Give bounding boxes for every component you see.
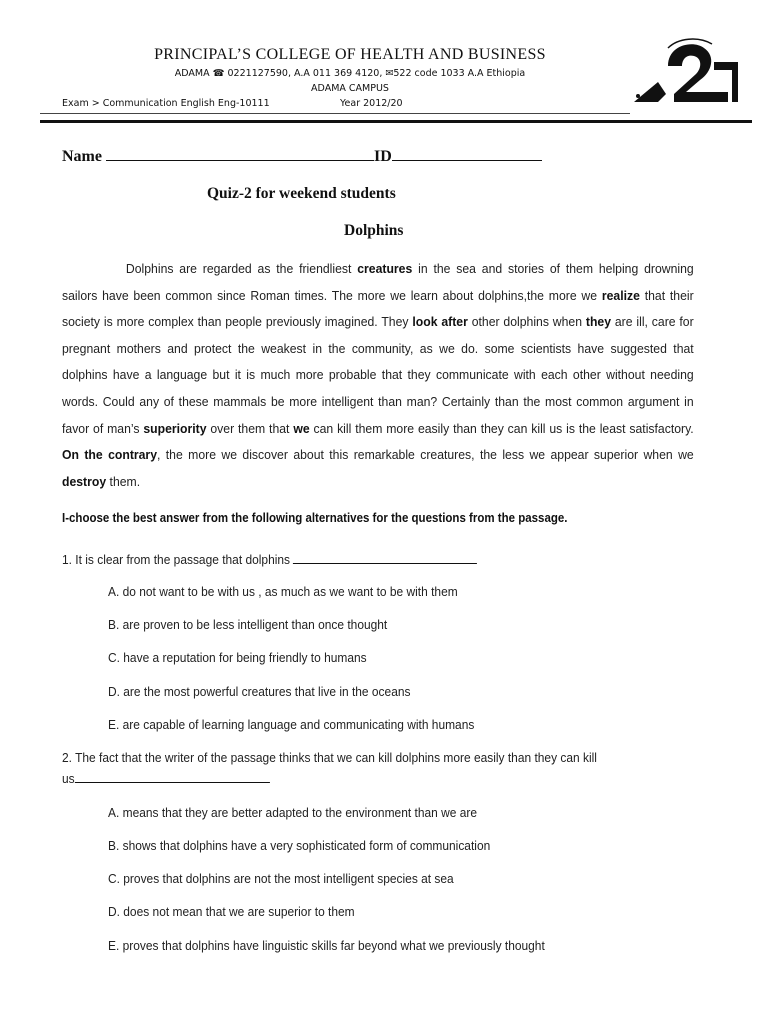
passage-title: Dolphins (344, 222, 404, 239)
question-2-stem-continued: us (62, 770, 270, 786)
id-blank[interactable] (392, 146, 542, 161)
campus-line: ADAMA CAMPUS (311, 83, 389, 94)
institution-name: PRINCIPAL’S COLLEGE OF HEALTH AND BUSINESS (154, 46, 546, 63)
exam-line: Exam > Communication English Eng-10111 (62, 98, 270, 109)
quiz-title: Quiz-2 for weekend students (207, 185, 396, 202)
pobox-text: 522 code 1033 A.A Ethiopia (393, 68, 526, 79)
id-label: ID (373, 148, 392, 165)
section-instruction: I-choose the best answer from the following alternatives for the questions from the passage. (62, 511, 568, 525)
passage-text: can kill them more easily than they can kill us is the least satisfactory. (309, 420, 694, 436)
name-blank[interactable] (106, 146, 374, 161)
address-prefix: ADAMA (174, 68, 210, 79)
passage-text: that their society is more complex than people previously imagined. They (62, 287, 694, 330)
question-1-stem: 1. It is clear from the passage that dolphins (62, 551, 477, 567)
question-2-option-b: B. shows that dolphins have a very sophisticated form of communication (108, 838, 491, 853)
question-2-option-a: A. means that they are better adapted to the environment than we are (108, 805, 478, 820)
reading-passage (62, 256, 694, 495)
question-1-option-e: E. are capable of learning language and communicating with humans (108, 717, 475, 732)
passage-text: Dolphins are regarded as the friendliest (125, 261, 358, 276)
question-2-stem: 2. The fact that the writer of the passage thinks that we can kill dolphins more easily than they can kill (62, 750, 597, 765)
question-1-option-a: A. do not want to be with us , as much as we want to be with them (108, 584, 458, 599)
question-2-option-e: E. proves that dolphins have linguistic skills far beyond what we previously thought (108, 938, 545, 953)
document-header (0, 0, 768, 125)
passage-keyword: we (293, 420, 310, 436)
passage-keyword: On the contrary (62, 447, 157, 463)
passage-keyword: look after (412, 314, 468, 330)
answer-blank-2[interactable] (75, 770, 270, 783)
header-divider-thin (40, 113, 630, 114)
answer-blank-1[interactable] (293, 551, 477, 564)
passage-keyword: realize (601, 287, 640, 303)
question-2-option-c: C. proves that dolphins are not the most intelligent species at sea (108, 871, 454, 886)
header-divider (40, 120, 752, 123)
phone-numbers: 0221127590, A.A 011 369 4120, (227, 68, 383, 79)
passage-keyword: superiority (143, 420, 207, 436)
passage-keyword: destroy (62, 473, 107, 489)
name-label: Name (62, 148, 102, 165)
address-line (60, 68, 640, 79)
passage-text: other dolphins when (467, 314, 586, 330)
envelope-icon: ✉ (385, 68, 394, 79)
passage-text: them. (106, 473, 141, 489)
question-2-option-d: D. does not mean that we are superior to them (108, 904, 355, 919)
question-1-option-c: C. have a reputation for being friendly to humans (108, 650, 367, 665)
passage-keyword: they (585, 314, 612, 330)
passage-keyword: creatures (357, 261, 413, 276)
passage-text: , the more we discover about this remarkable creatures, the less we appear superior when we (156, 447, 694, 463)
question-1-option-b: B. are proven to be less intelligent than once thought (108, 617, 388, 632)
college-logo (628, 36, 740, 108)
phone-icon: ☎ (212, 68, 225, 79)
passage-text: in the sea and stories of them helping drowning sailors have been common since Roman times. The more we learn about dolphins,the more we (62, 261, 694, 303)
year-line: Year 2012/20 (340, 98, 403, 109)
passage-text: over them that (206, 420, 294, 436)
question-1-option-d: D. are the most powerful creatures that live in the oceans (108, 684, 411, 699)
name-id-row (62, 146, 542, 166)
passage-text: are ill, care for pregnant mothers and protect the weakest in the community, as we do. some scientists have suggested that dolphins have a language but it is much more probable that they communicate with each other without needing words. Could any of these mammals be more intelligent than man? Certainly than the most common argument in favor of man’s (62, 314, 694, 436)
passage-paragraph (62, 256, 694, 495)
